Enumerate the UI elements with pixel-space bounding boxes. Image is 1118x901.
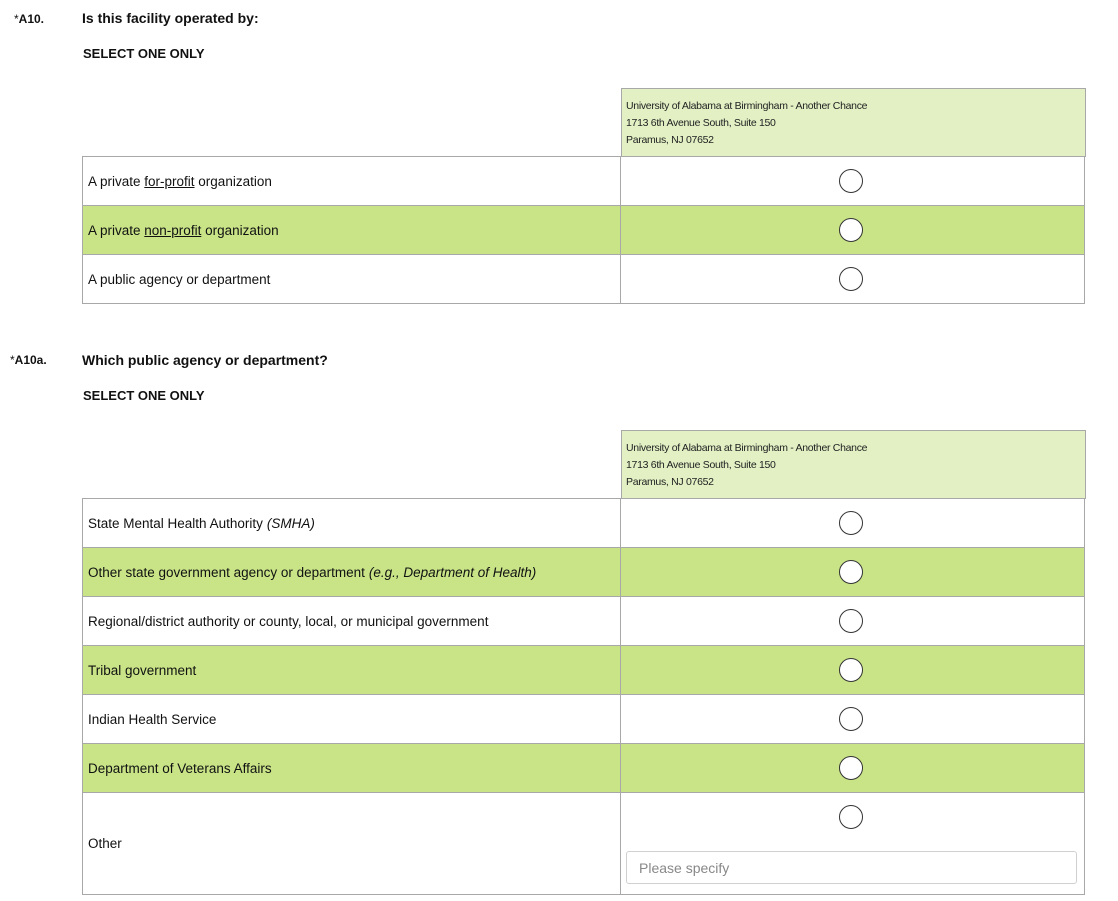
option-label: [83, 255, 621, 304]
option-row: [83, 646, 1085, 695]
option-label: [83, 499, 621, 548]
option-note: (SMHA): [266, 515, 315, 531]
other-specify-input[interactable]: [626, 851, 1077, 884]
option-text: State Mental Health Authority: [88, 515, 263, 531]
option-text: Other state government agency or department: [88, 564, 365, 580]
option-text: Other: [88, 836, 122, 851]
option-cell: [621, 597, 1085, 646]
radio-non-profit[interactable]: [839, 218, 863, 242]
option-label: [83, 793, 621, 895]
option-note: (e.g., Department of Health): [368, 564, 537, 580]
radio-for-profit[interactable]: [839, 169, 863, 193]
radio-other[interactable]: [839, 805, 863, 829]
facility-column-header-a10: [621, 88, 1086, 157]
radio-smha[interactable]: [839, 511, 863, 535]
question-number-a10a: [10, 353, 47, 367]
option-label: [83, 695, 621, 744]
question-number-text: A10.: [18, 12, 45, 26]
option-row: [83, 793, 1085, 895]
options-table-a10: [82, 156, 1085, 304]
option-row: [83, 597, 1085, 646]
radio-public-agency[interactable]: [839, 267, 863, 291]
required-marker: *: [14, 12, 19, 26]
question-number-text: A10a.: [14, 353, 47, 367]
option-emphasis: for-profit: [144, 173, 195, 189]
option-cell: [621, 793, 1085, 895]
radio-tribal-government[interactable]: [839, 658, 863, 682]
option-cell: [621, 206, 1085, 255]
option-label: [83, 597, 621, 646]
option-label: [83, 744, 621, 793]
option-row: [83, 206, 1085, 255]
question-number-a10: [14, 12, 44, 26]
option-emphasis: non-profit: [144, 222, 202, 238]
instruction-a10a: SELECT ONE ONLY: [83, 388, 205, 403]
options-table-a10a: [82, 498, 1085, 895]
question-title-a10a: Which public agency or department?: [82, 352, 328, 368]
option-text: A public agency or department: [88, 271, 271, 287]
facility-name: University of Alabama at Birmingham - Another Chance: [626, 100, 868, 112]
option-cell: [621, 499, 1085, 548]
facility-address: 1713 6th Avenue South, Suite 150: [626, 459, 776, 471]
option-cell: [621, 646, 1085, 695]
option-row: [83, 548, 1085, 597]
option-row: [83, 695, 1085, 744]
facility-column-header-a10a: [621, 430, 1086, 499]
option-text: A private: [88, 173, 145, 189]
option-cell: [621, 255, 1085, 304]
option-cell: [621, 695, 1085, 744]
option-row: [83, 744, 1085, 793]
option-text: Regional/district authority or county, local, or municipal government: [88, 613, 489, 629]
option-text: Indian Health Service: [88, 711, 217, 727]
option-label: [83, 548, 621, 597]
option-label: [83, 646, 621, 695]
option-text: Department of Veterans Affairs: [88, 760, 272, 776]
required-marker: *: [10, 353, 15, 367]
radio-indian-health-service[interactable]: [839, 707, 863, 731]
instruction-a10: SELECT ONE ONLY: [83, 46, 205, 61]
option-text: organization: [194, 173, 272, 189]
option-row: [83, 499, 1085, 548]
facility-address: 1713 6th Avenue South, Suite 150: [626, 117, 776, 129]
radio-regional-local-government[interactable]: [839, 609, 863, 633]
facility-city: Paramus, NJ 07652: [626, 134, 714, 146]
option-text: organization: [201, 222, 279, 238]
option-label: [83, 206, 621, 255]
option-label: [83, 157, 621, 206]
question-title-a10: Is this facility operated by:: [82, 10, 259, 26]
radio-other-state-agency[interactable]: [839, 560, 863, 584]
option-cell: [621, 157, 1085, 206]
option-text: A private: [88, 222, 145, 238]
option-row: [83, 157, 1085, 206]
option-cell: [621, 548, 1085, 597]
option-text: Tribal government: [88, 662, 197, 678]
option-cell: [621, 744, 1085, 793]
radio-veterans-affairs[interactable]: [839, 756, 863, 780]
facility-city: Paramus, NJ 07652: [626, 476, 714, 488]
option-row: [83, 255, 1085, 304]
facility-name: University of Alabama at Birmingham - Another Chance: [626, 442, 868, 454]
